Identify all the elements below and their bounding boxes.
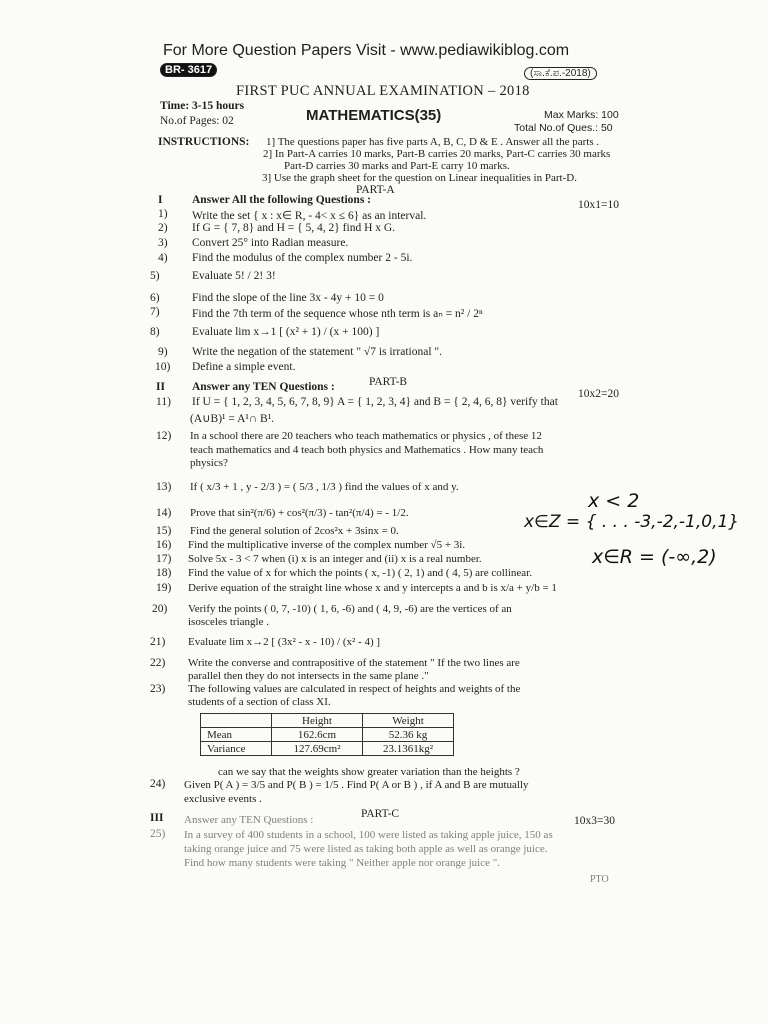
q-num: 11) xyxy=(156,396,171,408)
q-num: 15) xyxy=(156,525,172,537)
instruction-2: 2] In Part-A carries 10 marks, Part-B carries 20 marks, Part-C carries 30 marks xyxy=(263,148,611,160)
part-b-heading: Answer any TEN Questions : xyxy=(192,381,335,393)
pto-note: PTO xyxy=(590,874,609,885)
part-a-roman: I xyxy=(158,194,163,206)
q-num: 5) xyxy=(150,270,160,282)
question-25b: taking orange juice and 75 were listed as taking both apple as well as orange juice. xyxy=(184,843,548,855)
q-num: 23) xyxy=(150,683,166,695)
question-23b: students of a section of class XI. xyxy=(188,696,331,708)
part-b-roman: II xyxy=(156,381,165,393)
part-b-title: PART-B xyxy=(369,376,408,388)
question-15: Find the general solution of 2cos²x + 3sinx = 0. xyxy=(190,525,399,537)
instruction-3: Part-D carries 30 marks and Part-E carry 10 marks. xyxy=(284,160,510,172)
paper-code-badge: BR- 3617 xyxy=(160,63,217,77)
q-num: 2) xyxy=(158,222,168,234)
q-num: 13) xyxy=(156,481,172,493)
exam-time: Time: 3-15 hours xyxy=(160,100,245,112)
question-6: Find the slope of the line 3x - 4y + 10 = 0 xyxy=(192,292,384,304)
question-21: Evaluate lim x→2 [ (3x² - x - 10) / (x² - 4) ] xyxy=(188,636,381,648)
table-header: Height xyxy=(272,714,363,728)
instruction-1: 1] The questions paper has five parts A, B, C, D & E . Answer all the parts . xyxy=(266,136,600,148)
instruction-4: 3] Use the graph sheet for the question on Linear inequalities in Part-D. xyxy=(262,172,577,184)
part-a-heading: Answer All the following Questions : xyxy=(192,194,372,206)
q-num: 20) xyxy=(152,603,168,615)
q-num: 10) xyxy=(155,361,171,373)
question-11b: (A∪B)¹ = A¹∩ B¹. xyxy=(190,413,275,425)
question-1: Write the set { x : x∈ R, - 4< x ≤ 6} as an interval. xyxy=(192,210,427,222)
question-18: Find the value of x for which the points ( x, -1) ( 2, 1) and ( 4, 5) are collinear. xyxy=(188,567,532,579)
part-c-roman: III xyxy=(150,812,164,824)
question-9: Write the negation of the statement " √7 is irrational ". xyxy=(192,346,442,358)
table-header xyxy=(201,714,272,728)
q-num: 9) xyxy=(158,346,168,358)
handwritten-note-1: x < 2 xyxy=(588,490,640,512)
table-cell: 127.69cm² xyxy=(272,742,363,756)
q-num: 14) xyxy=(156,507,172,519)
question-25c: Find how many students were taking " Neither apple nor orange juice ". xyxy=(184,857,500,869)
q-num: 6) xyxy=(150,292,160,304)
exam-title: FIRST PUC ANNUAL EXAMINATION – 2018 xyxy=(236,83,530,99)
q-num: 8) xyxy=(150,326,160,338)
question-3: Convert 25° into Radian measure. xyxy=(192,237,349,249)
question-16: Find the multiplicative inverse of the complex number √5 + 3i. xyxy=(188,539,466,551)
q-num: 17) xyxy=(156,553,172,565)
question-20a: Verify the points ( 0, 7, -10) ( 1, 6, -6) and ( 4, 9, -6) are the vertices of an xyxy=(188,603,512,615)
table-row xyxy=(201,742,454,756)
question-23c: can we say that the weights show greater variation than the heights ? xyxy=(218,766,520,778)
question-19: Derive equation of the straight line whose x and y intercepts a and b is x/a + y/b = 1 xyxy=(188,582,557,594)
question-11a: If U = { 1, 2, 3, 4, 5, 6, 7, 8, 9} A = { 1, 2, 3, 4} and B = { 2, 4, 6, 8} verify that xyxy=(192,396,558,408)
question-24b: exclusive events . xyxy=(184,793,262,805)
table-cell: Mean xyxy=(201,728,272,742)
part-c-marks: 10x3=30 xyxy=(574,815,615,827)
question-12a: In a school there are 20 teachers who teach mathematics or physics , of these 12 xyxy=(190,430,542,442)
table-header: Weight xyxy=(363,714,454,728)
question-10: Define a simple event. xyxy=(192,361,296,373)
question-12b: teach mathematics and 4 teach both physics and Mathematics . How many teach xyxy=(190,444,544,456)
exam-pages: No.of Pages: 02 xyxy=(160,115,234,127)
q-num: 16) xyxy=(156,539,172,551)
question-13: If ( x/3 + 1 , y - 2/3 ) = ( 5/3 , 1/3 ) find the values of x and y. xyxy=(190,481,459,493)
question-7: Find the 7th term of the sequence whose nth term is aₙ = n² / 2ⁿ xyxy=(192,308,483,320)
q-num: 3) xyxy=(158,237,168,249)
question-14: Prove that sin²(π/6) + cos²(π/3) - tan²(π/4) = - 1/2. xyxy=(190,507,409,519)
part-b-marks: 10x2=20 xyxy=(578,388,619,400)
q-num: 22) xyxy=(150,657,166,669)
promo-text: For More Question Papers Visit - www.pediawikiblog.com xyxy=(163,42,570,59)
height-weight-table xyxy=(200,713,454,756)
question-5: Evaluate 5! / 2! 3! xyxy=(192,270,276,282)
table-row xyxy=(201,714,454,728)
table-cell: Variance xyxy=(201,742,272,756)
question-12c: physics? xyxy=(190,457,228,469)
q-num: 19) xyxy=(156,582,172,594)
table-cell: 52.36 kg xyxy=(363,728,454,742)
q-num: 18) xyxy=(156,567,172,579)
question-17: Solve 5x - 3 < 7 when (i) x is an integer and (ii) x is a real number. xyxy=(188,553,482,565)
q-num: 12) xyxy=(156,430,172,442)
question-4: Find the modulus of the complex number 2 - 5i. xyxy=(192,252,413,264)
question-22a: Write the converse and contrapositive of the statement " If the two lines are xyxy=(188,657,520,669)
handwritten-note-3: x∈R = (-∞,2) xyxy=(592,546,717,568)
question-22b: parallel then they do not intersects in the same plane ." xyxy=(188,670,429,682)
question-25a: In a survey of 400 students in a school, 100 were listed as taking apple juice, 150 as xyxy=(184,829,553,841)
max-marks: Max Marks: 100 xyxy=(544,109,619,121)
handwritten-note-2: x∈Z = { . . . -3,-2,-1,0,1} xyxy=(524,512,740,532)
part-a-marks: 10x1=10 xyxy=(578,199,619,211)
part-a-title: PART-A xyxy=(356,184,395,196)
q-num: 24) xyxy=(150,778,166,790)
paper-ref-badge: (ಸಾ.ಕೆ.ಪ.-2018) xyxy=(524,67,597,80)
q-num: 7) xyxy=(150,306,160,318)
part-c-title: PART-C xyxy=(361,808,400,820)
table-cell: 162.6cm xyxy=(272,728,363,742)
q-num: 1) xyxy=(158,208,168,220)
subject-title: MATHEMATICS(35) xyxy=(306,107,442,124)
question-24a: Given P( A ) = 3/5 and P( B ) = 1/5 . Find P( A or B ) , if A and B are mutually xyxy=(184,779,529,791)
table-row xyxy=(201,728,454,742)
question-2: If G = { 7, 8} and H = { 5, 4, 2} find H x G. xyxy=(192,222,396,234)
question-20b: isosceles triangle . xyxy=(188,616,269,628)
q-num: 4) xyxy=(158,252,168,264)
instructions-label: INSTRUCTIONS: xyxy=(158,136,250,148)
q-num: 25) xyxy=(150,828,166,840)
total-questions: Total No.of Ques.: 50 xyxy=(514,122,613,134)
question-8: Evaluate lim x→1 [ (x² + 1) / (x + 100) ] xyxy=(192,326,380,338)
q-num: 21) xyxy=(150,636,166,648)
part-c-heading: Answer any TEN Questions : xyxy=(184,814,314,826)
table-cell: 23.1361kg² xyxy=(363,742,454,756)
question-23a: The following values are calculated in respect of heights and weights of the xyxy=(188,683,521,695)
